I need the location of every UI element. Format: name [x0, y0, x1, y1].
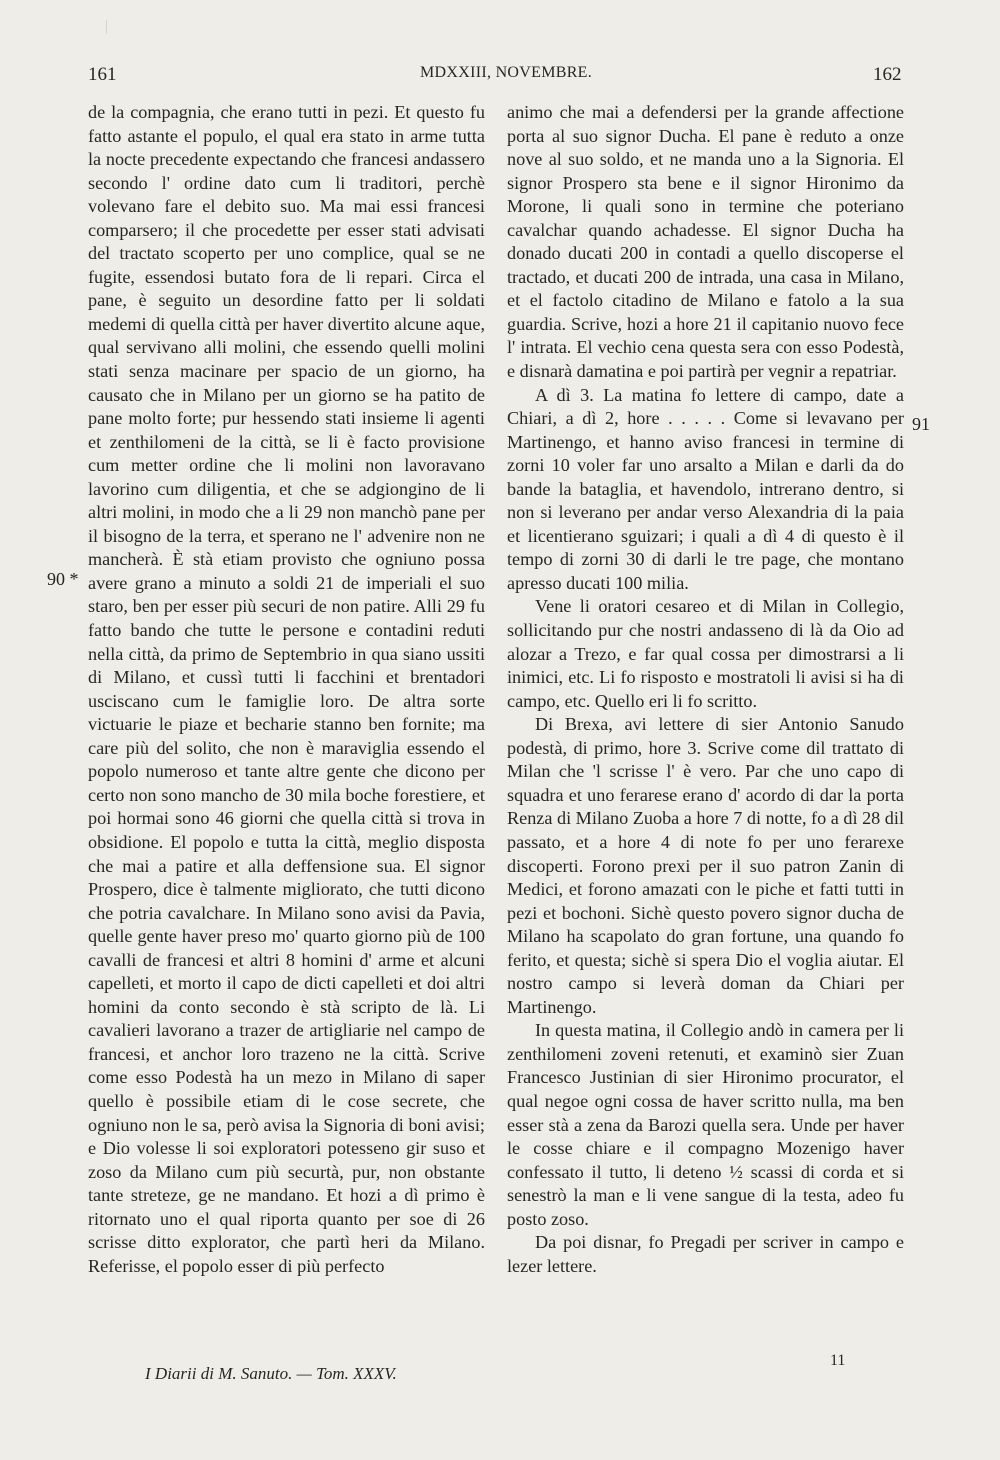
- right-column: [507, 101, 904, 1278]
- left-page-number: 161: [88, 64, 117, 85]
- page-footer: I Diarii di M. Sanuto. — Tom. XXXV.: [145, 1364, 397, 1383]
- running-title: MDXXIII, NOVEMBRE.: [420, 64, 593, 81]
- margin-note-right: 91: [912, 414, 930, 434]
- signature-mark: 11: [830, 1352, 846, 1369]
- paragraph: animo che mai a defendersi per la grande affectione porta al suo signor Ducha. El pane è reduto a onze nove al suo soldo, et ne manda uno a la Signoria. El signor Prospero sta bene e il signor Hironimo da Morone, li quali sono in termine che poteriano cavalchar quando achadesse. El signor Ducha ha donado ducati 200 in contadi a quello discoperse el tractado, et ducati 200 de intrada, una casa in Milano, et el factolo citadino de Milano e fatolo a la sua guardia. Scrive, hozi a hore 21 il capitanio nuovo fece l' intrata. El vechio cena questa sera con esso Podestà, e disnarà damatina e poi partirà per vegnir a repatriar.: [507, 102, 904, 382]
- paragraph: Vene li oratori cesareo et di Milan in Collegio, sollicitando pur che nostri andasseno di là da Oio ad alozar a Trezo, e far qual cossa per dimostrarsi a li inimici, etc. Li fo risposto e mostratoli li avisi si ha di campo, etc. Quello eri li fo scritto.: [507, 596, 904, 711]
- left-column: [88, 101, 485, 1278]
- paragraph: A dì 3. La matina fo lettere di campo, date a Chiari, a dì 2, hore . . . . . Come si levavano per Martinengo, et hanno aviso francesi in termine di zorni 10 voler far uno arsalto a Milan e darli da do bande la bataglia, et havendolo, intrerano dentro, si non si leverano per andar verso Alexandria di la paia et licentierano sguizari; i quali a dì 4 di questo è il tempo di zorni 30 di darli le tre page, che montano apresso ducati 100 milia.: [507, 384, 904, 593]
- paragraph: In questa matina, il Collegio andò in camera per li zenthilomeni zoveni retenuti, et examinò sier Zuan Francesco Justinian di sier Hironimo procurator, el qual negoe ogni cossa de haver scritto nulla, ma ben esser stà a zena da Barozi quella sera. Unde per haver le cosse chiare e il compagno Mozenigo haver confessato il tutto, li deteno ½ scassi di corda et si senestrò la man e li vene sangue di la testa, adeo fu posto zoso.: [507, 1020, 904, 1229]
- margin-note-left: 90 *: [47, 569, 79, 589]
- paragraph: Da poi disnar, fo Pregadi per scriver in campo e lezer lettere.: [507, 1232, 904, 1276]
- paragraph: de la compagnia, che erano tutti in pezi. Et questo fu fatto astante el populo, el qual era stato in arme tutta la nocte precedente expectando che francesi andassero secondo l' ordine dato cum li traditori, perchè volevano fare el debito suo. Ma mai essi francesi comparsero; il che procedette per esser stati advisati del tractato scoperto per uno complice, qual se ne fugite, essendosi butato fora de li repari. Circa el pane, è seguito un desordine fatto per li soldati medemi di quella città per haver divertito alcune aque, qual servivano alli molini, che essendo quelli molini stati senza macinare per spacio de un giorno, ha causato che in Milano per un giorno se ha patito de pane molto forte; pur hessendo stati insieme li agenti et zenthilomeni de la città, se li è facto provisione cum metter ordine che li molini non lavoravano lavorino cum diligentia, et che se adgiongino de li altri molini, in modo che a li 29 non manchò pane per il bisogno de la terra, et sperano ne l' advenire non ne mancherà. È stà etiam provisto che ogniuno possa avere grano a minuto a soldi 21 de imperiali el suo staro, ben per esser più securi de non patire. Alli 29 fu fatto bando che tutte le persone e contadini reduti nella città, da primo de Septembrio in qua siano ussiti di Milano, et cussì tutti li facchini et brentadori usciscano cum le famiglie loro. De altra sorte victuarie le piaze et becharie stanno ben fornite; ma care più del solito, che non è maraviglia essendo el popolo numeroso et tante altre gente che dicono per certo non sono mancho de 30 mila boche forestiere, et poi hormai sono 46 giorni che quella città si trova in obsidione. El popolo e tutta la città, meglio disposta che mai a patire et alla deffensione sua. El signor Prospero, dice è talmente migliorato, che tutti dicono che potria cavalchare. In Milano sono avisi da Pavia, quelle gente haver preso mo' quarto giorno più de 100 cavalli de francesi et altri 8 homini d' arme et alcuni capelleti, et morto il capo de dicti capelleti et doi altri homini da conto secondo è stà scripto de là. Li cavalieri lavorano a trazer de artigliarie nel campo de francesi, et anchor loro trazeno ne la città. Scrive come esso Podestà ha un mezo in Milano di saper quello è possibile etiam di le cose secrete, che ogniuno non le sa, però avisa la Signoria di boni avisi; e Dio volesse li soi exploratori potesseno gir suso et zoso da Milano cum più securtà, pur, non obstante tante streteze, ge ne mandano. Et hozi a dì primo è ritornato uno el qual riporta quanto per soe di 26 scrisse ditto explorator, che partì heri da Milano. Referisse, el popolo esser di più perfecto: [88, 102, 485, 1276]
- paragraph: Di Brexa, avi lettere di sier Antonio Sanudo podestà, di primo, hore 3. Scrive come dil trattato di Milan che 'l scrisse l' è vero. Par che uno capo di squadra et uno ferarese erano d' acordo di dar la porta Renza di Milano Zuoba a hore 7 di notte, fo a dì 28 dil passato, et a hore 4 di note fo per uno ferarexe discoperti. Forono prexi per il suo patron Zanin di Medici, et forono amazati con le piche et fatti tutti in pezi et bochoni. Sichè questo povero signor ducha de Milano ha scapolato do gran fortune, una quando fo ferito, et questa; sichè si spera Dio el voglia aiutar. El nostro campo si leverà doman da Chiari per Martinengo.: [507, 714, 904, 1017]
- right-page-number: 162: [873, 64, 902, 85]
- scan-mark: [106, 20, 115, 34]
